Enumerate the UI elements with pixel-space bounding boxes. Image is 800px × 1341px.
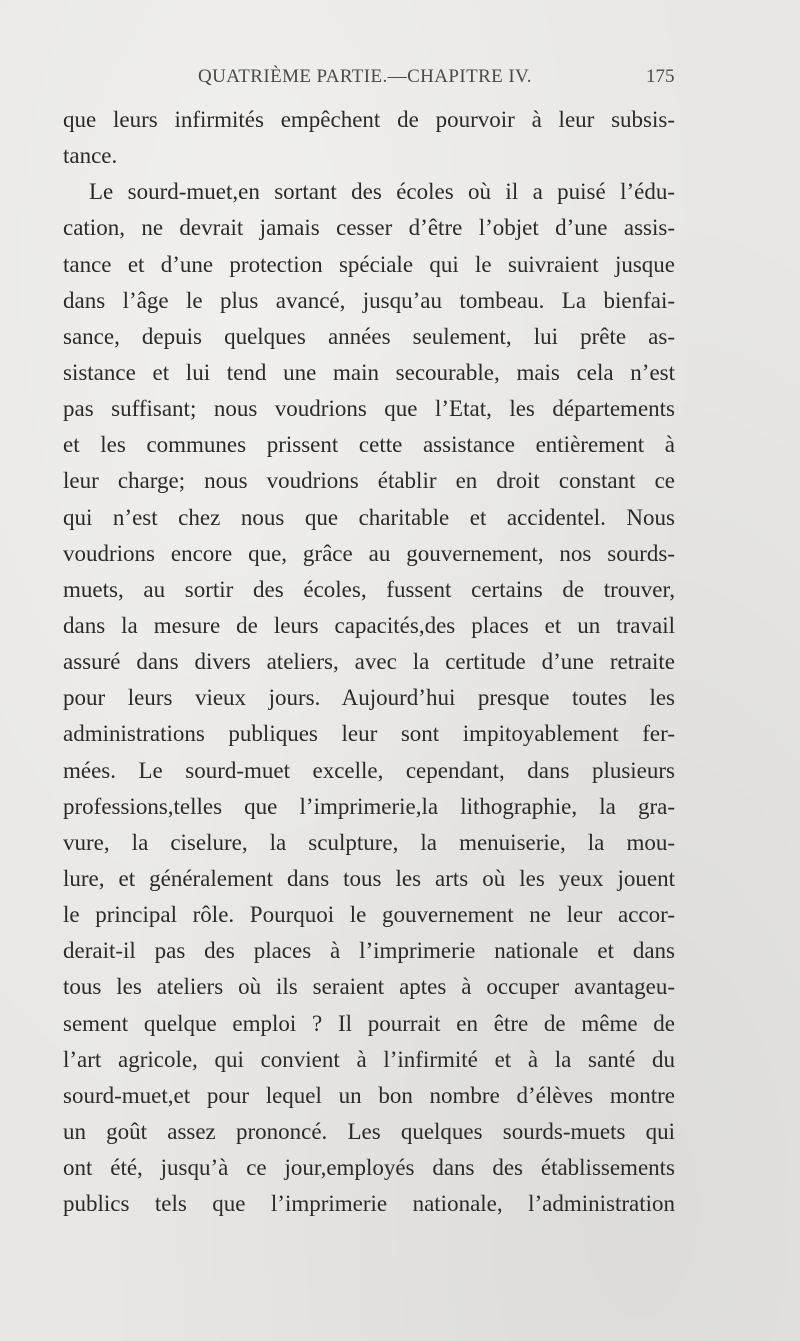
running-head (0, 66, 800, 96)
text-line: professions,telles que l’imprimerie,la lithographie, la gra- (63, 793, 675, 819)
text-line: voudrions encore que, grâce au gouvernement, nos sourds- (63, 540, 675, 566)
text-line: un goût assez prononcé. Les quelques sourds-muets qui (63, 1118, 675, 1144)
text-line: tance et d’une protection spéciale qui le suivraient jusque (63, 251, 675, 277)
text-line: vure, la ciselure, la sculpture, la menuiserie, la mou- (63, 829, 675, 855)
text-line: pas suffisant; nous voudrions que l’Etat, les départements (63, 396, 675, 422)
running-title: QUATRIÈME PARTIE.—CHAPITRE IV. (198, 66, 532, 87)
text-line: sance, depuis quelques années seulement, lui prête as- (63, 323, 675, 349)
text-line: dans la mesure de leurs capacités,des places et un travail (63, 612, 675, 638)
text-line: leur charge; nous voudrions établir en droit constant ce (63, 468, 675, 494)
text-line: et les communes prissent cette assistance entièrement à (63, 432, 675, 458)
text-line: le principal rôle. Pourquoi le gouvernement ne leur accor- (63, 902, 675, 928)
text-line: assuré dans divers ateliers, avec la certitude d’une retraite (63, 649, 675, 675)
page-number: 175 (646, 66, 675, 87)
text-line: muets, au sortir des écoles, fussent certains de trouver, (63, 576, 675, 602)
text-line: publics tels que l’imprimerie nationale, l’administration (63, 1191, 675, 1217)
body-text (63, 102, 675, 1222)
text-line: derait-il pas des places à l’imprimerie nationale et dans (63, 938, 675, 964)
text-line: lure, et généralement dans tous les arts où les yeux jouent (63, 865, 675, 891)
text-line: que leurs infirmités empêchent de pourvoir à leur subsis- (63, 107, 675, 132)
text-line: dans l’âge le plus avancé, jusqu’au tombeau. La bienfai- (63, 287, 675, 313)
text-line: tance. (63, 143, 118, 169)
text-line: mées. Le sourd-muet excelle, cependant, dans plusieurs (63, 757, 675, 783)
text-line: sement quelque emploi ? Il pourrait en être de même de (63, 1010, 675, 1036)
text-line: administrations publiques leur sont impitoyablement fer- (63, 721, 675, 747)
text-line: qui n’est chez nous que charitable et accidentel. Nous (63, 504, 675, 530)
text-line: cation, ne devrait jamais cesser d’être l’objet d’une assis- (63, 215, 675, 241)
text-line: sistance et lui tend une main secourable, mais cela n’est (63, 359, 675, 385)
text-line: l’art agricole, qui convient à l’infirmité et à la santé du (63, 1046, 675, 1072)
text-line: ont été, jusqu’à ce jour,employés dans des établissements (63, 1155, 675, 1181)
text-line: Le sourd-muet,en sortant des écoles où il a puisé l’édu- (89, 179, 675, 205)
text-line: sourd-muet,et pour lequel un bon nombre d’élèves montre (63, 1082, 675, 1108)
text-line: tous les ateliers où ils seraient aptes à occuper avantageu- (63, 974, 675, 1000)
text-line: pour leurs vieux jours. Aujourd’hui presque toutes les (63, 685, 675, 711)
